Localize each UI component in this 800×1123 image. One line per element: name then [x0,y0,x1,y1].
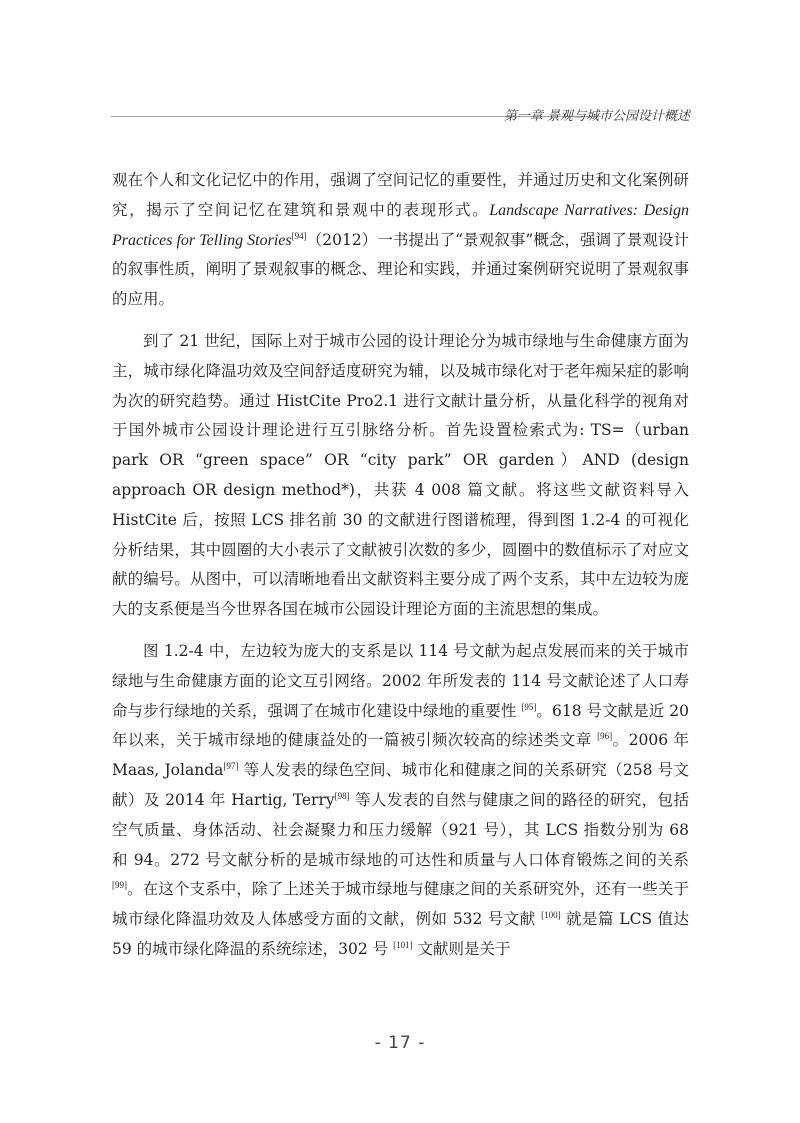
text-run: 文献则是关于 [412,939,511,958]
text-run: 观在个人和文化记忆中的作用，强调了空间记忆的重要性，并通过历史和文化案例研究，揭示了空间记忆在建筑和景观中的表现形式。 [112,171,689,219]
citation-ref: [95] [521,701,537,712]
text-run: 。2006 年 Maas, Jolanda [112,731,690,780]
text-run: 就是篇 LCS 值达 59 的城市绿化降温的系统综述，302 号 [112,910,689,958]
text-run: （2012）一书提出了“景观叙事”概念，强调了景观设计的叙事性质，阐明了景观叙事的概念、理论和实践，并通过案例研究说明了景观叙事的应用。 [112,230,690,309]
chapter-title: 第一章 景观与城市公园设计概述 [503,109,690,124]
text-run: 等人发表的自然与健康之间的路径的研究，包括空气质量、身体活动、社会凝聚力和压力缓解（921 号），其 LCS 指数分别为 68 和 94。272 号文献分析的是城市绿地的可达性和质量与人口体育锻炼之间的关系 [112,790,689,869]
paragraph-1 [112,166,689,315]
text-run: 到了 21 世纪，国际上对于城市公园的设计理论分为城市绿地与生命健康方面为主，城市绿化降温功效及空间舒适度研究为辅，以及城市绿化对于老年痴呆症的影响为次的研究趋势。通过 HistCite Pro2.1 进行文献计量分析，从量化科学的视角对于国外城市公园设计理论进行互引脉络分析。首先设置检索式为: TS=（urban park OR “green space” OR “city park” OR garden）AND (design approach OR design method*)，共获 4 008 篇文献。将这些文献资料导入 HistCite 后，按照 LCS 排名前 30 的文献进行图谱梳理，得到图 1.2-4 的可视化分析结果，其中圆圈的大小表示了文献被引次数的多少，圆圈中的数值标示了对应文献的编号。从图中，可以清晰地看出文献资料主要分成了两个支系，其中左边较为庞大的支系便是当今世界各国在城市公园设计理论方面的主流思想的集成。 [112,331,689,619]
citation-ref: [97] [223,761,239,772]
citation-ref: [100] [541,910,561,921]
paragraph-3 [112,637,689,965]
text-run: 等人发表的绿色空间、城市化和健康之间的关系研究（258 号文献）及 2014 年 Hartig, Terry [112,761,689,809]
book-title: Landscape Narratives: Design Practices for Telling Stories [112,201,689,249]
citation-ref: [98] [334,790,350,801]
citation-ref: [96] [597,731,613,742]
paragraph-2 [112,327,689,625]
text-run: 。在这个支系中，除了上述关于城市绿地与健康之间的关系研究外，还有一些关于城市绿化降温功效及人体感受方面的文献，例如 532 号文献 [112,880,689,929]
page-number: - 17 - [374,1033,426,1053]
citation-ref: [99] [112,880,127,891]
body-text [112,166,689,965]
citation-ref: [94] [291,230,307,241]
text-run: 图 1.2-4 中，左边较为庞大的支系是以 114 号文献为起点发展而来的关于城市绿地与生命健康方面的论文互引网络。2002 年所发表的 114 号文献论述了人口寿命与步行绿地的关系，强调了在城市化建设中绿地的重要性 [112,641,689,720]
text-run: 。618 号文献是近 20 年以来，关于城市绿地的健康益处的一篇被引频次较高的综述类文章 [112,701,689,750]
citation-ref: [101] [393,939,413,950]
